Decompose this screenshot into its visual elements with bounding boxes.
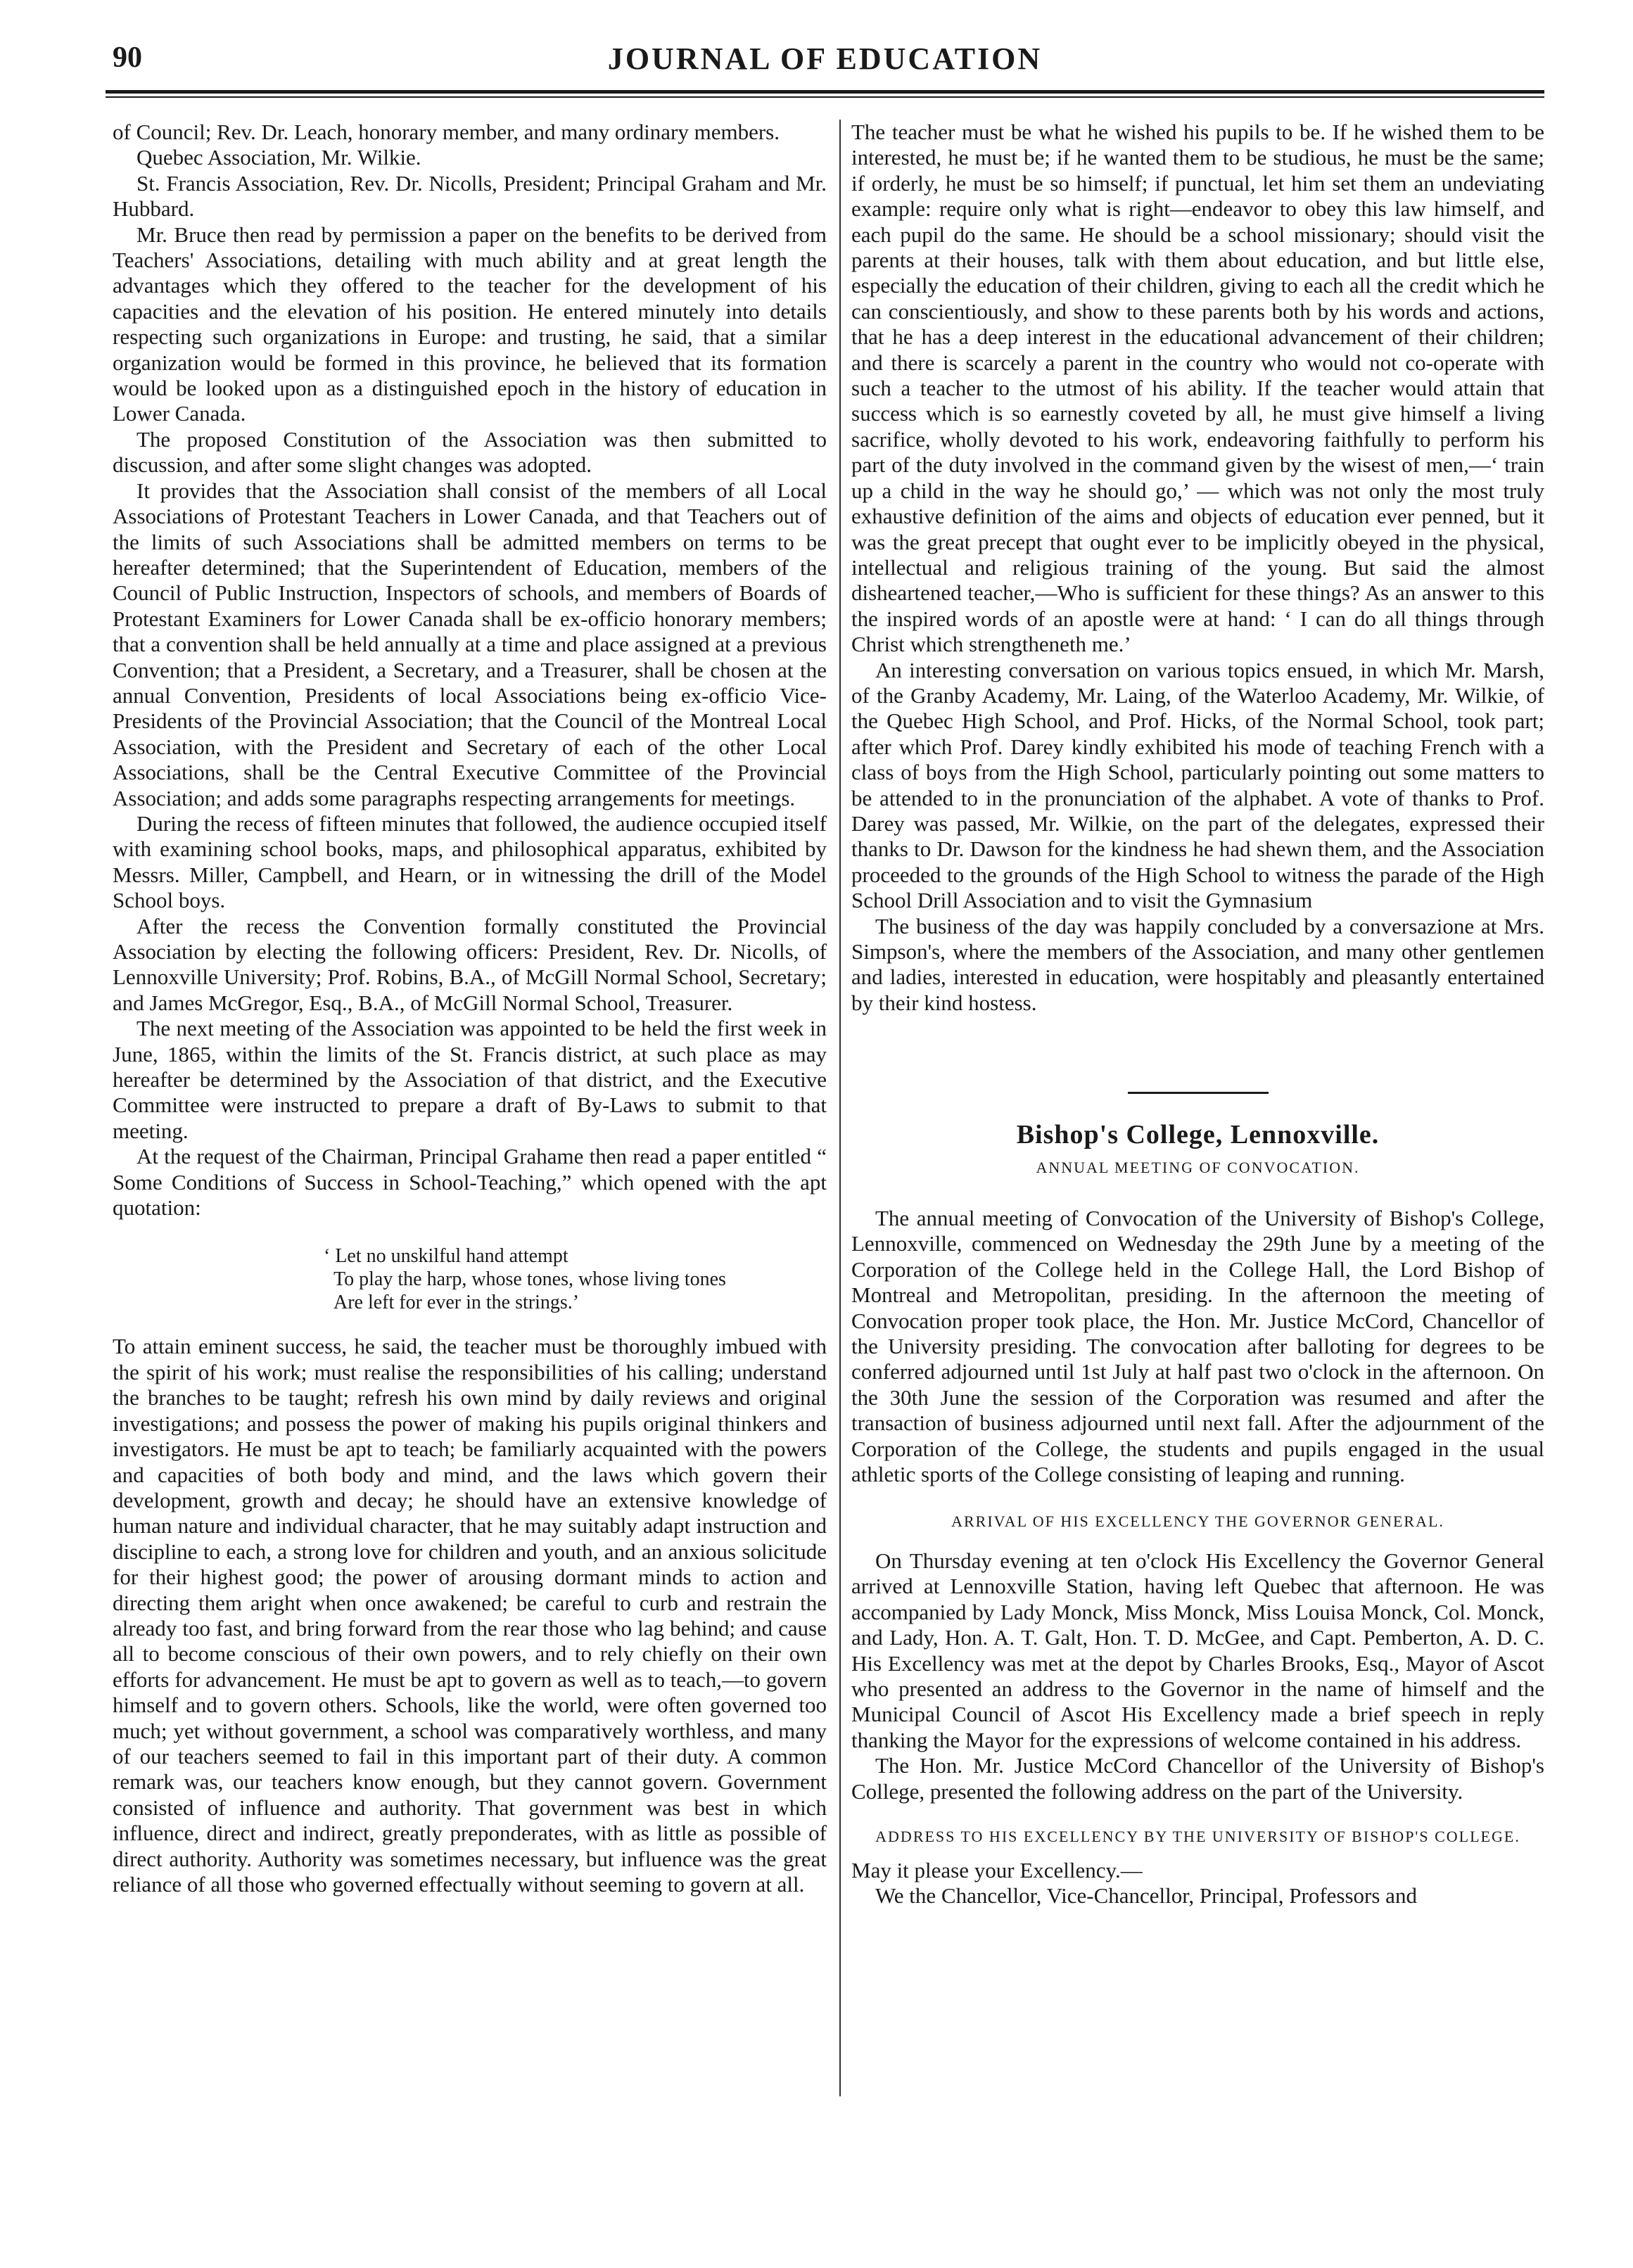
paragraph: The business of the day was happily concluded by a conversazione at Mrs. Simpson's, where the members of the Association, and many other gentlemen and ladies, interested in education, were hospitably and pleasantly entertained by their kind hostess.: [851, 913, 1544, 1015]
paragraph: An interesting conversation on various topics ensued, in which Mr. Marsh, of the Granby Academy, Mr. Laing, of the Waterloo Academy, Mr. Wilkie, of the Quebec High School, and Prof. Hicks, of the Normal School, took part; after which Prof. Darey kindly exhibited his mode of teaching French with a class of boys from the High School, particularly pointing out some matters to be attended to in the pronunciation of the alphabet. A vote of thanks to Prof. Darey was passed, Mr. Wilkie, on the part of the delegates, expressed their thanks to Dr. Dawson for the kindness he had shewn them, and the Association proceeded to the grounds of the High School to witness the parade of the High School Drill Association and to visit the Gymnasium: [851, 657, 1544, 913]
header-rule-thick: [106, 90, 1544, 94]
header-rule-thin: [106, 96, 1544, 98]
paragraph: Quebec Association, Mr. Wilkie.: [136, 145, 421, 170]
paragraph: of Council; Rev. Dr. Leach, honorary member, and many ordinary members.: [113, 120, 780, 144]
sub-heading: ARRIVAL OF HIS EXCELLENCY THE GOVERNOR GENERAL.: [951, 1512, 1444, 1530]
paragraph: Mr. Bruce then read by permission a paper on the benefits to be derived from Teachers' Associations, detailing with much ability and at great length the advantages which they offered to the teacher for the development of his capacities and the elevation of his position. He entered minutely into details respecting such organizations in Europe: and trusting, he said, that a similar organization would be formed in this province, he believed that its formation would be looked upon as a distinguished epoch in the history of education in Lower Canada.: [113, 222, 827, 426]
paragraph: On Thursday evening at ten o'clock His Excellency the Governor General arrived at Lennoxville Station, having left Quebec that afternoon. He was accompanied by Lady Monck, Miss Monck, Miss Louisa Monck, Col. Monck, and Lady, Hon. A. T. Galt, Hon. T. D. McGee, and Capt. Pemberton, A. D. C. His Excellency was met at the depot by Charles Brooks, Esq., Mayor of Ascot who presented an address to the Governor in the name of himself and the Municipal Council of Ascot His Excellency made a brief speech in reply thanking the Mayor for the expressions of welcome contained in his address.: [851, 1548, 1544, 1752]
paragraph: At the request of the Chairman, Principal Grahame then read a paper entitled “ Some Conditions of Success in School-Teaching,” which opened with the apt quotation:: [113, 1144, 827, 1221]
section-divider: [1128, 1092, 1269, 1094]
section-title: Bishop's College, Lennoxville.: [1016, 1120, 1380, 1150]
left-column: [113, 120, 827, 1897]
paragraph: The Hon. Mr. Justice McCord Chancellor of the University of Bishop's College, presented the following address on the part of the University.: [851, 1753, 1544, 1804]
paragraph: We the Chancellor, Vice-Chancellor, Principal, Professors and: [875, 1883, 1417, 1909]
column-divider: [839, 120, 841, 2096]
salutation: May it please your Excellency.—: [851, 1857, 1143, 1882]
paragraph: After the recess the Convention formally constituted the Provincial Association by electing the following officers: President, Rev. Dr. Nicolls, of Lennoxville University; Prof. Robins, B.A., of McGill Normal School, Secretary; and James McGregor, Esq., B.A., of McGill Normal School, Treasurer.: [113, 913, 827, 1015]
paragraph: To attain eminent success, he said, the teacher must be thoroughly imbued with the spirit of his work; must realise the responsibilities of his calling; understand the branches to be taught; refresh his own mind by daily reviews and original investigations; and possess the power of making his pupils original thinkers and investigators. He must be apt to teach; be familiarly acquainted with the powers and capacities of both body and mind, and the laws which govern their development, growth and decay; he should have an extensive knowledge of human nature and individual character, that he may suitably adapt instruction and discipline to each, a strong love for children and youth, and an anxious solicitude for their highest good; the power of arousing dormant minds to action and directing them aright when once awakened; be careful to curb and restrain the already too fast, and bring forward from the rear those who lag behind; and cause all to become conscious of their own powers, and to rely chiefly on their own efforts for advancement. He must be apt to govern as well as to teach,—to govern himself and to govern others. Schools, like the world, were often governed too much; yet without government, a school was comparatively worthless, and many of our teachers seemed to fail in this important part of their duty. A common remark was, our teachers know enough, but they cannot govern. Government consisted of influence and authority. That government was best in which influence, direct and indirect, greatly preponderates, with as little as possible of direct authority. Authority was sometimes necessary, but influence was the great reliance of all those who governed effectually without seeming to govern at all.: [113, 1334, 827, 1897]
quotation-verse: [324, 1244, 827, 1314]
paragraph: The next meeting of the Association was appointed to be held the first week in June, 1865, within the limits of the St. Francis district, at such place as may hereafter be determined by the Association of that district, and the Executive Committee were instructed to prepare a draft of By-Laws to submit to that meeting.: [113, 1016, 827, 1143]
right-column: [851, 120, 1544, 1909]
verse-line: To play the harp, whose tones, whose living tones: [333, 1268, 726, 1291]
verse-line: Are left for ever in the strings.’: [333, 1292, 580, 1314]
page-number: 90: [113, 42, 142, 74]
sub-heading: ADDRESS TO HIS EXCELLENCY BY THE UNIVERSITY OF BISHOP'S COLLEGE.: [875, 1827, 1520, 1845]
page-header: [106, 28, 1544, 84]
paragraph: The teacher must be what he wished his pupils to be. If he wished them to be interested, he must be; if he wanted them to be studious, he must be the same; if orderly, he must be so himself; if punctual, let him set them an undeviating example: require only what is right—endeavor to obey this law himself, and each pupil do the same. He should be a school missionary; should visit the parents at their houses, talk with them about education, and but little else, especially the education of their children, giving to each all the credit which he can conscientiously, and show to these parents both by his words and actions, that he has a deep interest in the educational advancement of their children; and there is scarcely a parent in the country who would not co-operate with such a teacher to the utmost of his ability. If the teacher would attain that success which is so earnestly coveted by all, he must give himself a living sacrifice, wholly devoted to his work, endeavoring faithfully to perform his part of the duty involved in the command given by the wisest of men,—‘ train up a child in the way he should go,’ — which was not only the most truly exhaustive definition of the aims and objects of education ever penned, but it was the great precept that ought ever to be implicitly obeyed in the physical, intellectual and religious training of the young. But said the almost disheartened teacher,—Who is sufficient for these things? As an answer to this the inspired words of an apostle were at hand: ‘ I can do all things through Christ which strengtheneth me.’: [851, 120, 1544, 657]
paragraph: The proposed Constitution of the Association was then submitted to discussion, and after some slight changes was adopted.: [113, 426, 827, 478]
paragraph: The annual meeting of Convocation of the University of Bishop's College, Lennoxville, commenced on Wednesday the 29th June by a meeting of the Corporation of the College held in the College Hall, the Lord Bishop of Montreal and Metropolitan, presiding. In the afternoon the meeting of Convocation proper took place, the Hon. Mr. Justice McCord, Chancellor of the University presiding. The convocation after balloting for degrees to be conferred adjourned until 1st July at half past two o'clock in the afternoon. On the 30th June the session of the Corporation was resumed and after the transaction of business adjourned until next fall. After the adjournment of the Corporation of the College, the students and pupils engaged in the usual athletic sports of the College consisting of leaping and running.: [851, 1206, 1544, 1487]
paragraph: During the recess of fifteen minutes that followed, the audience occupied itself with examining school books, maps, and philosophical apparatus, exhibited by Messrs. Miller, Campbell, and Hearn, or in witnessing the drill of the Model School boys.: [113, 810, 827, 913]
verse-line: ‘ Let no unskilful hand attempt: [324, 1245, 568, 1268]
sub-heading: ANNUAL MEETING OF CONVOCATION.: [1036, 1158, 1360, 1176]
paragraph: St. Francis Association, Rev. Dr. Nicolls, President; Principal Graham and Mr. Hubbard.: [113, 170, 827, 222]
paragraph: It provides that the Association shall consist of the members of all Local Associations of Protestant Teachers in Lower Canada, and that Teachers out of the limits of such Associations shall be admitted members on terms to be hereafter determined; that the Superintendent of Education, members of the Council of Public Instruction, Inspectors of schools, and members of Boards of Protestant Examiners for Lower Canada shall be ex-officio honorary members; that a convention shall be held annually at a time and place assigned at a previous Convention; that a President, a Secretary, and a Treasurer, shall be chosen at the annual Convention, Presidents of local Associations being ex-officio Vice-Presidents of the Provincial Association; that the Council of the Montreal Local Association, with the President and Secretary of each of the other Local Associations, shall be the Central Executive Committee of the Provincial Association; and adds some paragraphs respecting arrangements for meetings.: [113, 478, 827, 810]
running-title: JOURNAL OF EDUCATION: [607, 42, 1043, 76]
